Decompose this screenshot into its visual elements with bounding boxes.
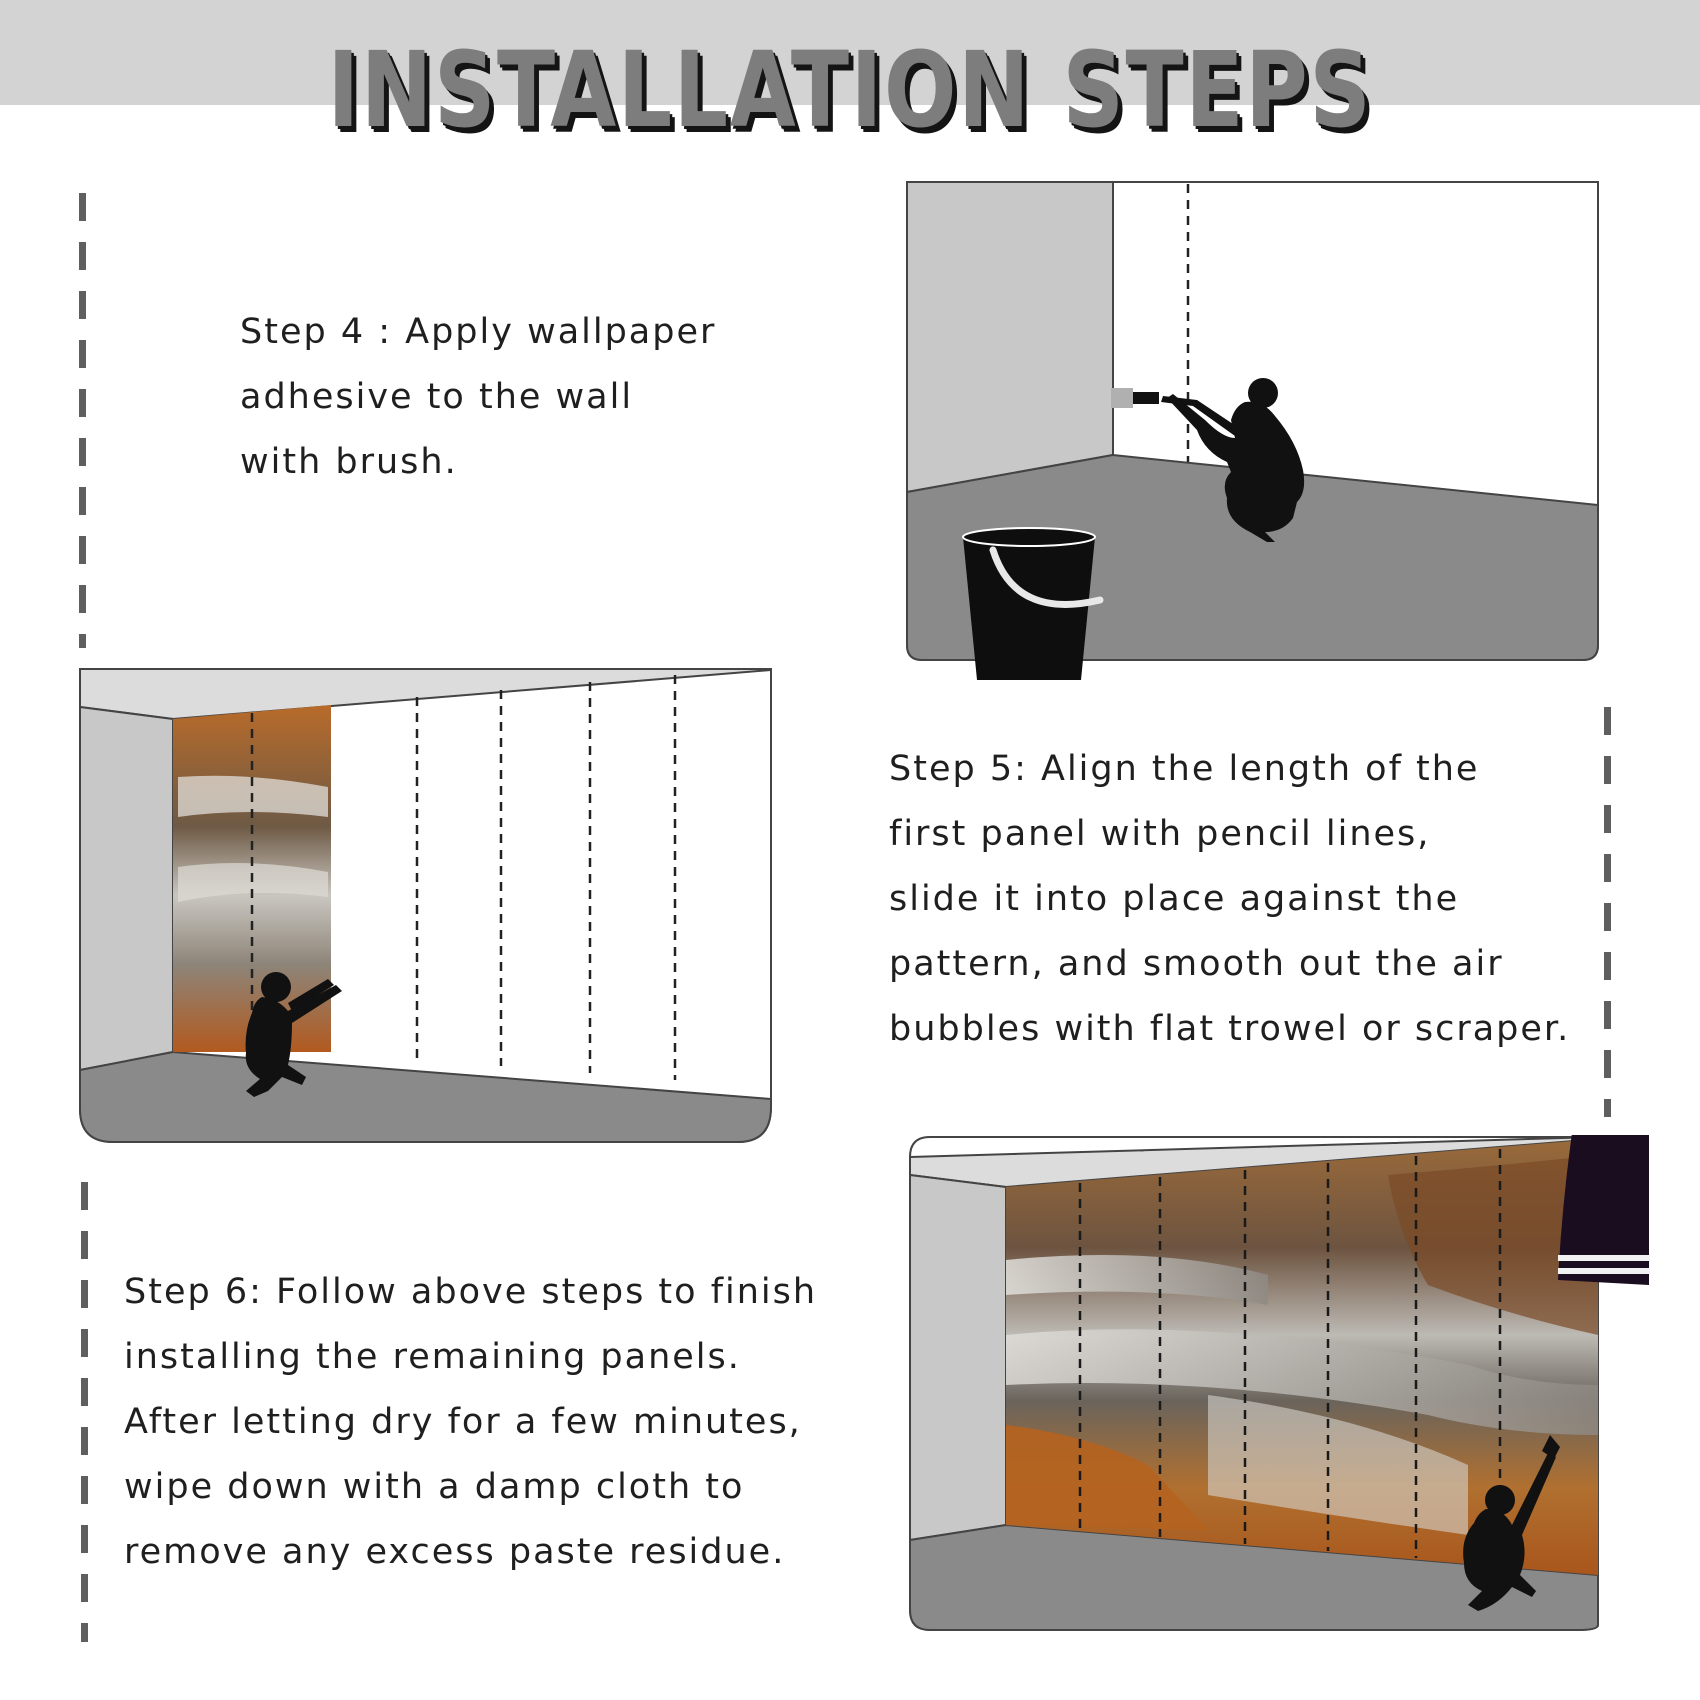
step-4-illustration	[905, 180, 1605, 690]
step-6-illustration	[908, 1135, 1658, 1670]
dashed-guide-right	[1604, 707, 1611, 1117]
dashed-guide-left-bottom	[81, 1182, 88, 1642]
step-4-text	[240, 300, 716, 495]
step-5-line: bubbles with flat trowel or scraper.	[889, 1009, 1571, 1049]
step-4-line: with brush.	[240, 442, 458, 482]
step-5-illustration	[78, 667, 775, 1147]
step-4-line: adhesive to the wall	[240, 377, 634, 417]
step-4-line: Step 4 : Apply wallpaper	[240, 312, 717, 352]
step-6-line: remove any excess paste residue.	[124, 1532, 786, 1572]
step-5-line: first panel with pencil lines,	[889, 814, 1431, 854]
step-6-line: wipe down with a damp cloth to	[124, 1467, 745, 1507]
step-6-line: Step 6: Follow above steps to finish	[124, 1272, 818, 1312]
step-5-line: pattern, and smooth out the air	[889, 944, 1504, 984]
step-5-line: slide it into place against the	[889, 879, 1460, 919]
step-6-line: After letting dry for a few minutes,	[124, 1402, 802, 1442]
page-title: INSTALLATION STEPS	[327, 29, 1373, 151]
step-5-line: Step 5: Align the length of the	[889, 749, 1480, 789]
step-5-text	[889, 737, 1570, 1062]
dashed-guide-left-top	[79, 193, 86, 648]
step-6-line: installing the remaining panels.	[124, 1337, 741, 1377]
step-6-text	[124, 1260, 817, 1585]
